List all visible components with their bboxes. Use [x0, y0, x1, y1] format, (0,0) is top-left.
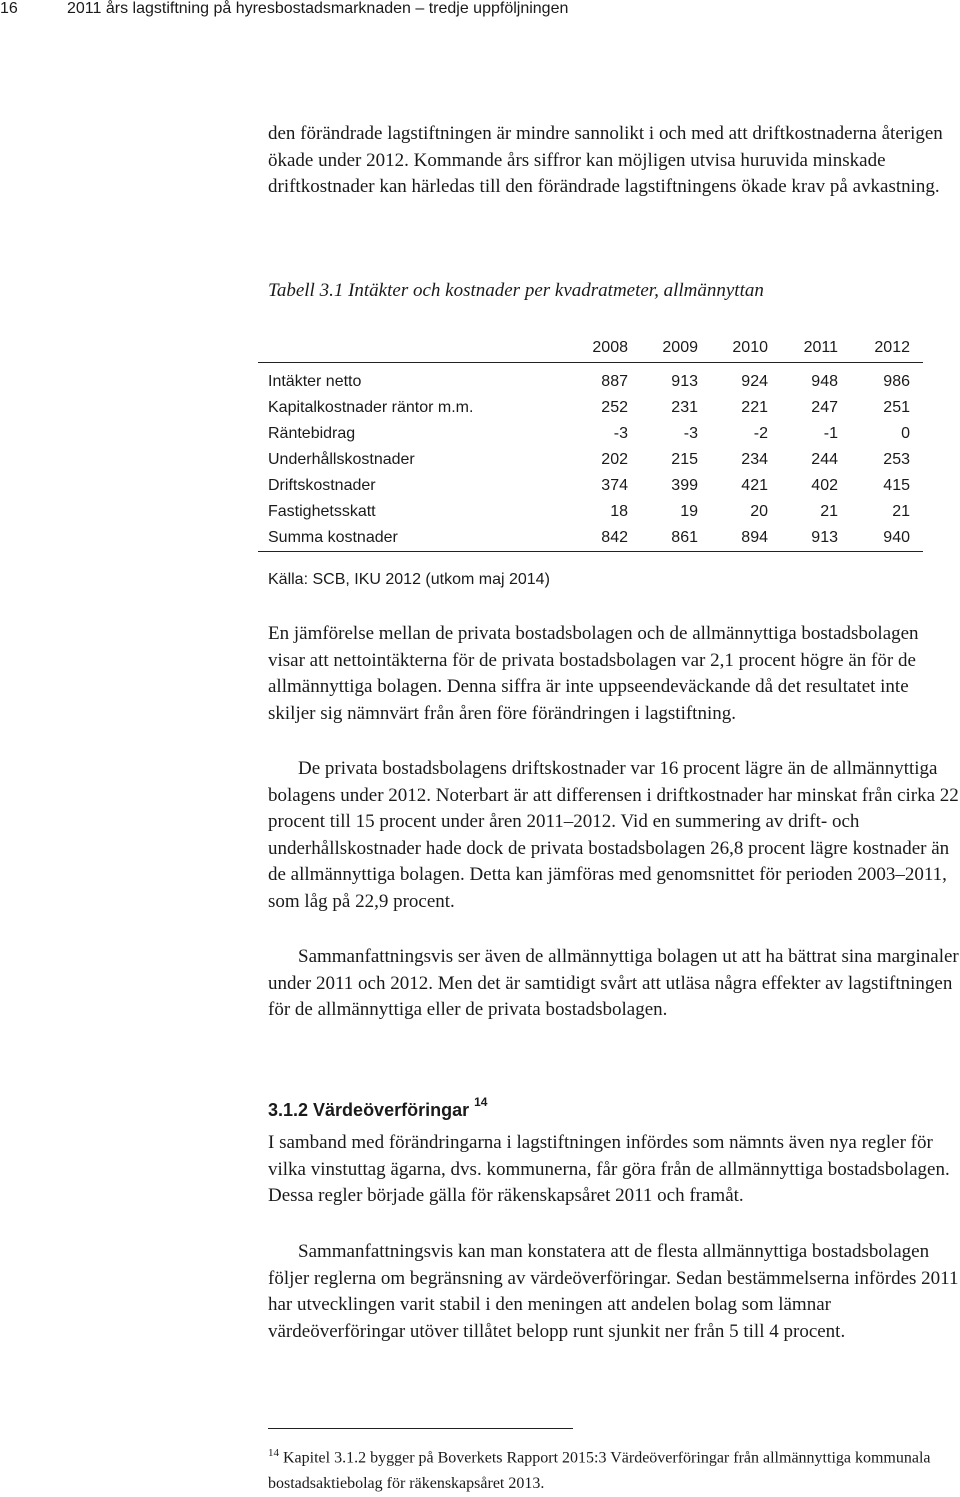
table-cell: 202	[601, 450, 628, 468]
table-cell: 234	[741, 450, 768, 468]
table-cell: 18	[610, 502, 628, 520]
table-cell: 948	[811, 372, 838, 390]
table-row	[258, 421, 923, 447]
table-cell: 374	[601, 476, 628, 494]
body-paragraph: En jämförelse mellan de privata bostadsbolagen och de allmännyttiga bostadsbolagen visar att nettointäkterna för de privata bostadsbolagen var 2,1 procent högre än för de allmännyttiga bolagen. Denna siffra är inte uppseendeväckande då det resultatet inte skiljer sig nämnvärt från åren före förändringen i lagstiftning.	[268, 623, 919, 724]
table-cell: -2	[753, 424, 768, 442]
table-cell: 986	[883, 372, 910, 390]
section-heading	[268, 1095, 488, 1121]
table-cell: -1	[823, 424, 838, 442]
table-cell: 913	[768, 525, 838, 552]
section-paragraph: Sammanfattningsvis kan man konstatera att de flesta allmännyttiga bostadsbolagen följer reglerna om begränsning av värdeöverföringar. Sedan bestämmelserna infördes 2011 har utvecklingen varit stabil i den meningen att andelen bolag som lämnar värdeöverföringar utöver tillåtet belopp runt sjunkit ner från 5 till 4 procent.	[268, 1241, 959, 1342]
table-cell: -3	[683, 424, 698, 442]
table-row	[258, 473, 923, 499]
column-header: 2012	[838, 334, 923, 362]
page-header	[0, 0, 960, 20]
table-cell: 402	[811, 476, 838, 494]
table-cell: 415	[883, 476, 910, 494]
section-heading-text: 3.1.2 Värdeöverföringar	[268, 1100, 470, 1120]
row-label: Summa kostnader	[258, 525, 558, 552]
footnote	[268, 1440, 960, 1497]
table-cell: 244	[811, 450, 838, 468]
table-corner-cell	[258, 334, 558, 362]
table-cell: 842	[558, 525, 628, 552]
row-label: Fastighetsskatt	[268, 502, 376, 520]
table-cell: 247	[811, 398, 838, 416]
table-cell: 21	[892, 502, 910, 520]
running-title: 2011 års lagstiftning på hyresbostadsmarknaden – tredje uppföljningen	[67, 0, 569, 17]
table-cell: 253	[883, 450, 910, 468]
table-cell: -3	[613, 424, 628, 442]
table-cell: 221	[741, 398, 768, 416]
table-cell: 215	[671, 450, 698, 468]
footnote-text: Kapitel 3.1.2 bygger på Boverkets Rapport 2015:3 Värdeöverföringar från allmännyttiga kommunala bostadsaktiebolag för räkenskapsåret 2013.	[268, 1449, 931, 1493]
table-cell: 252	[601, 398, 628, 416]
intro-paragraph: den förändrade lagstiftningen är mindre sannolikt i och med att driftkostnaderna återigen ökade under 2012. Kommande års siffror kan möjligen utvisa huruvida minskade driftkostnader kan härledas till den förändrade lagstiftningens ökade krav på avkastning.	[268, 123, 943, 198]
table-cell: 861	[628, 525, 698, 552]
footnote-divider	[268, 1428, 573, 1429]
page-number: 16	[0, 0, 18, 17]
table-cell: 887	[601, 372, 628, 390]
table-header-row	[258, 334, 923, 362]
body-paragraph: De privata bostadsbolagens driftskostnader var 16 procent lägre än de allmännyttiga bolagens under 2012. Noterbart är att differensen i driftkostnader har minskat från cirka 22 procent till 15 procent under åren 2011–2012. Vid en summering av drift- och underhållskostnader hade dock de privata bostadsbolagen 26,8 procent lägre kostnader än de allmännyttiga bolagen. Detta kan jämföras med genomsnittet för perioden 2003–2011, som låg på 22,9 procent.	[268, 758, 959, 912]
table-cell: 20	[750, 502, 768, 520]
table-cell: 924	[741, 372, 768, 390]
table-row	[258, 447, 923, 473]
row-label: Driftskostnader	[268, 476, 376, 494]
row-label: Underhållskostnader	[268, 450, 415, 468]
table-cell: 399	[671, 476, 698, 494]
table-row	[258, 362, 923, 395]
table-cell: 231	[671, 398, 698, 416]
column-header: 2010	[698, 334, 768, 362]
row-label: Räntebidrag	[268, 424, 356, 442]
table-cell: 940	[838, 525, 923, 552]
data-table	[258, 334, 923, 552]
footnote-number: 14	[268, 1447, 279, 1459]
body-paragraph: Sammanfattningsvis ser även de allmännyttiga bolagen ut att ha bättrat sina marginaler under 2011 och 2012. Men det är samtidigt svårt att utläsa några effekter av lagstiftningen för de allmännyttiga eller de privata bostadsbolagen.	[268, 946, 959, 1021]
table-cell: 0	[901, 424, 910, 442]
table-cell: 251	[883, 398, 910, 416]
table-caption: Tabell 3.1 Intäkter och kostnader per kvadratmeter, allmännyttan	[268, 280, 764, 301]
table-cell: 913	[671, 372, 698, 390]
table-cell: 421	[741, 476, 768, 494]
table-cell: 894	[698, 525, 768, 552]
row-label: Kapitalkostnader räntor m.m.	[268, 398, 474, 416]
table-source: Källa: SCB, IKU 2012 (utkom maj 2014)	[268, 571, 550, 588]
column-header: 2008	[558, 334, 628, 362]
table-row	[258, 395, 923, 421]
table-cell: 21	[820, 502, 838, 520]
footnote-reference[interactable]: 14	[474, 1095, 488, 1109]
row-label: Intäkter netto	[268, 372, 362, 390]
column-header: 2011	[768, 334, 838, 362]
section-paragraph: I samband med förändringarna i lagstiftningen infördes som nämnts även nya regler för vilka vinstuttag ägarna, dvs. kommunerna, får göra från de allmännyttiga bostadsbolagen. Dessa regler började gälla för räkenskapsåret 2011 och framåt.	[268, 1132, 950, 1207]
table-row	[258, 499, 923, 525]
table-cell: 19	[680, 502, 698, 520]
table-row-total	[258, 525, 923, 552]
column-header: 2009	[628, 334, 698, 362]
